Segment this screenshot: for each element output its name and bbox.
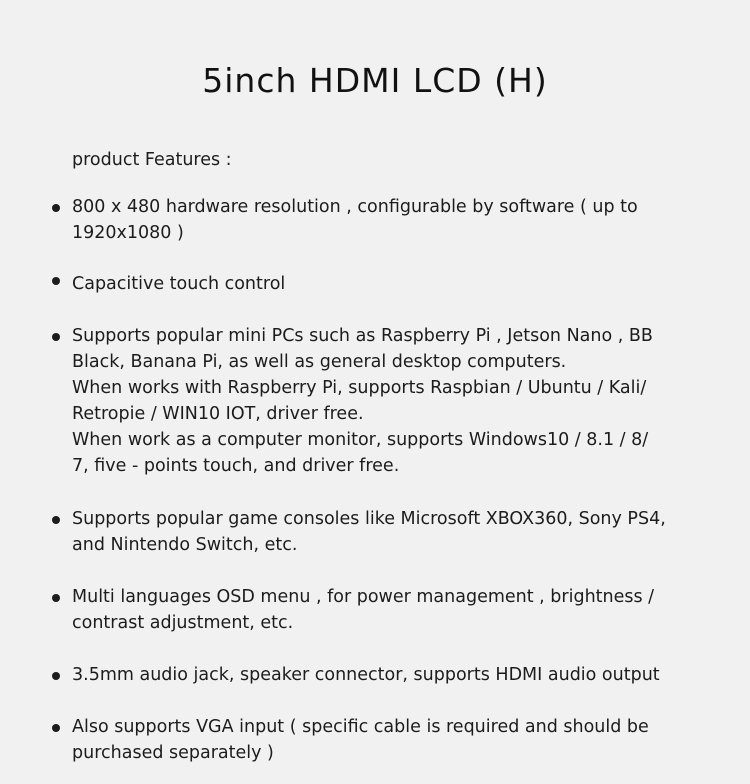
bullet-icon [52,594,60,602]
feature-line: When work as a computer monitor, supports Windows10 / 8.1 / 8/ [72,430,649,450]
feature-text [72,323,722,479]
bullet-icon [52,204,60,212]
feature-line: contrast adjustment, etc. [72,613,294,633]
feature-line: Retropie / WIN10 IOT, driver free. [72,404,364,424]
bullet-icon [52,724,60,732]
feature-line: purchased separately ) [72,743,274,763]
feature-text [72,194,722,246]
bullet-icon [52,516,60,524]
feature-line: 7, five - points touch, and driver free. [72,456,400,476]
feature-line: 800 x 480 hardware resolution , configurable by software ( up to [72,197,638,217]
feature-line: Supports popular game consoles like Microsoft XBOX360, Sony PS4, [72,509,666,529]
feature-line: Multi languages OSD menu , for power management , brightness / [72,587,655,607]
feature-text [72,714,722,766]
feature-line: 3.5mm audio jack, speaker connector, supports HDMI audio output [72,665,660,685]
feature-line: Also supports VGA input ( specific cable is required and should be [72,717,649,737]
page-title: 5inch HDMI LCD (H) [202,61,548,101]
feature-text [72,271,722,297]
bullet-icon [52,672,60,680]
bullet-icon [52,277,60,285]
feature-line: Black, Banana Pi, as well as general desktop computers. [72,352,567,372]
feature-line: 1920x1080 ) [72,223,184,243]
feature-text [72,584,722,636]
bullet-icon [52,333,60,341]
features-heading: product Features : [72,150,232,170]
feature-text [72,662,722,688]
feature-line: When works with Raspberry Pi, supports Raspbian / Ubuntu / Kali/ [72,378,647,398]
feature-line: and Nintendo Switch, etc. [72,535,298,555]
feature-line: Supports popular mini PCs such as Raspberry Pi , Jetson Nano , BB [72,326,653,346]
feature-text [72,506,722,558]
feature-line: Capacitive touch control [72,274,286,294]
